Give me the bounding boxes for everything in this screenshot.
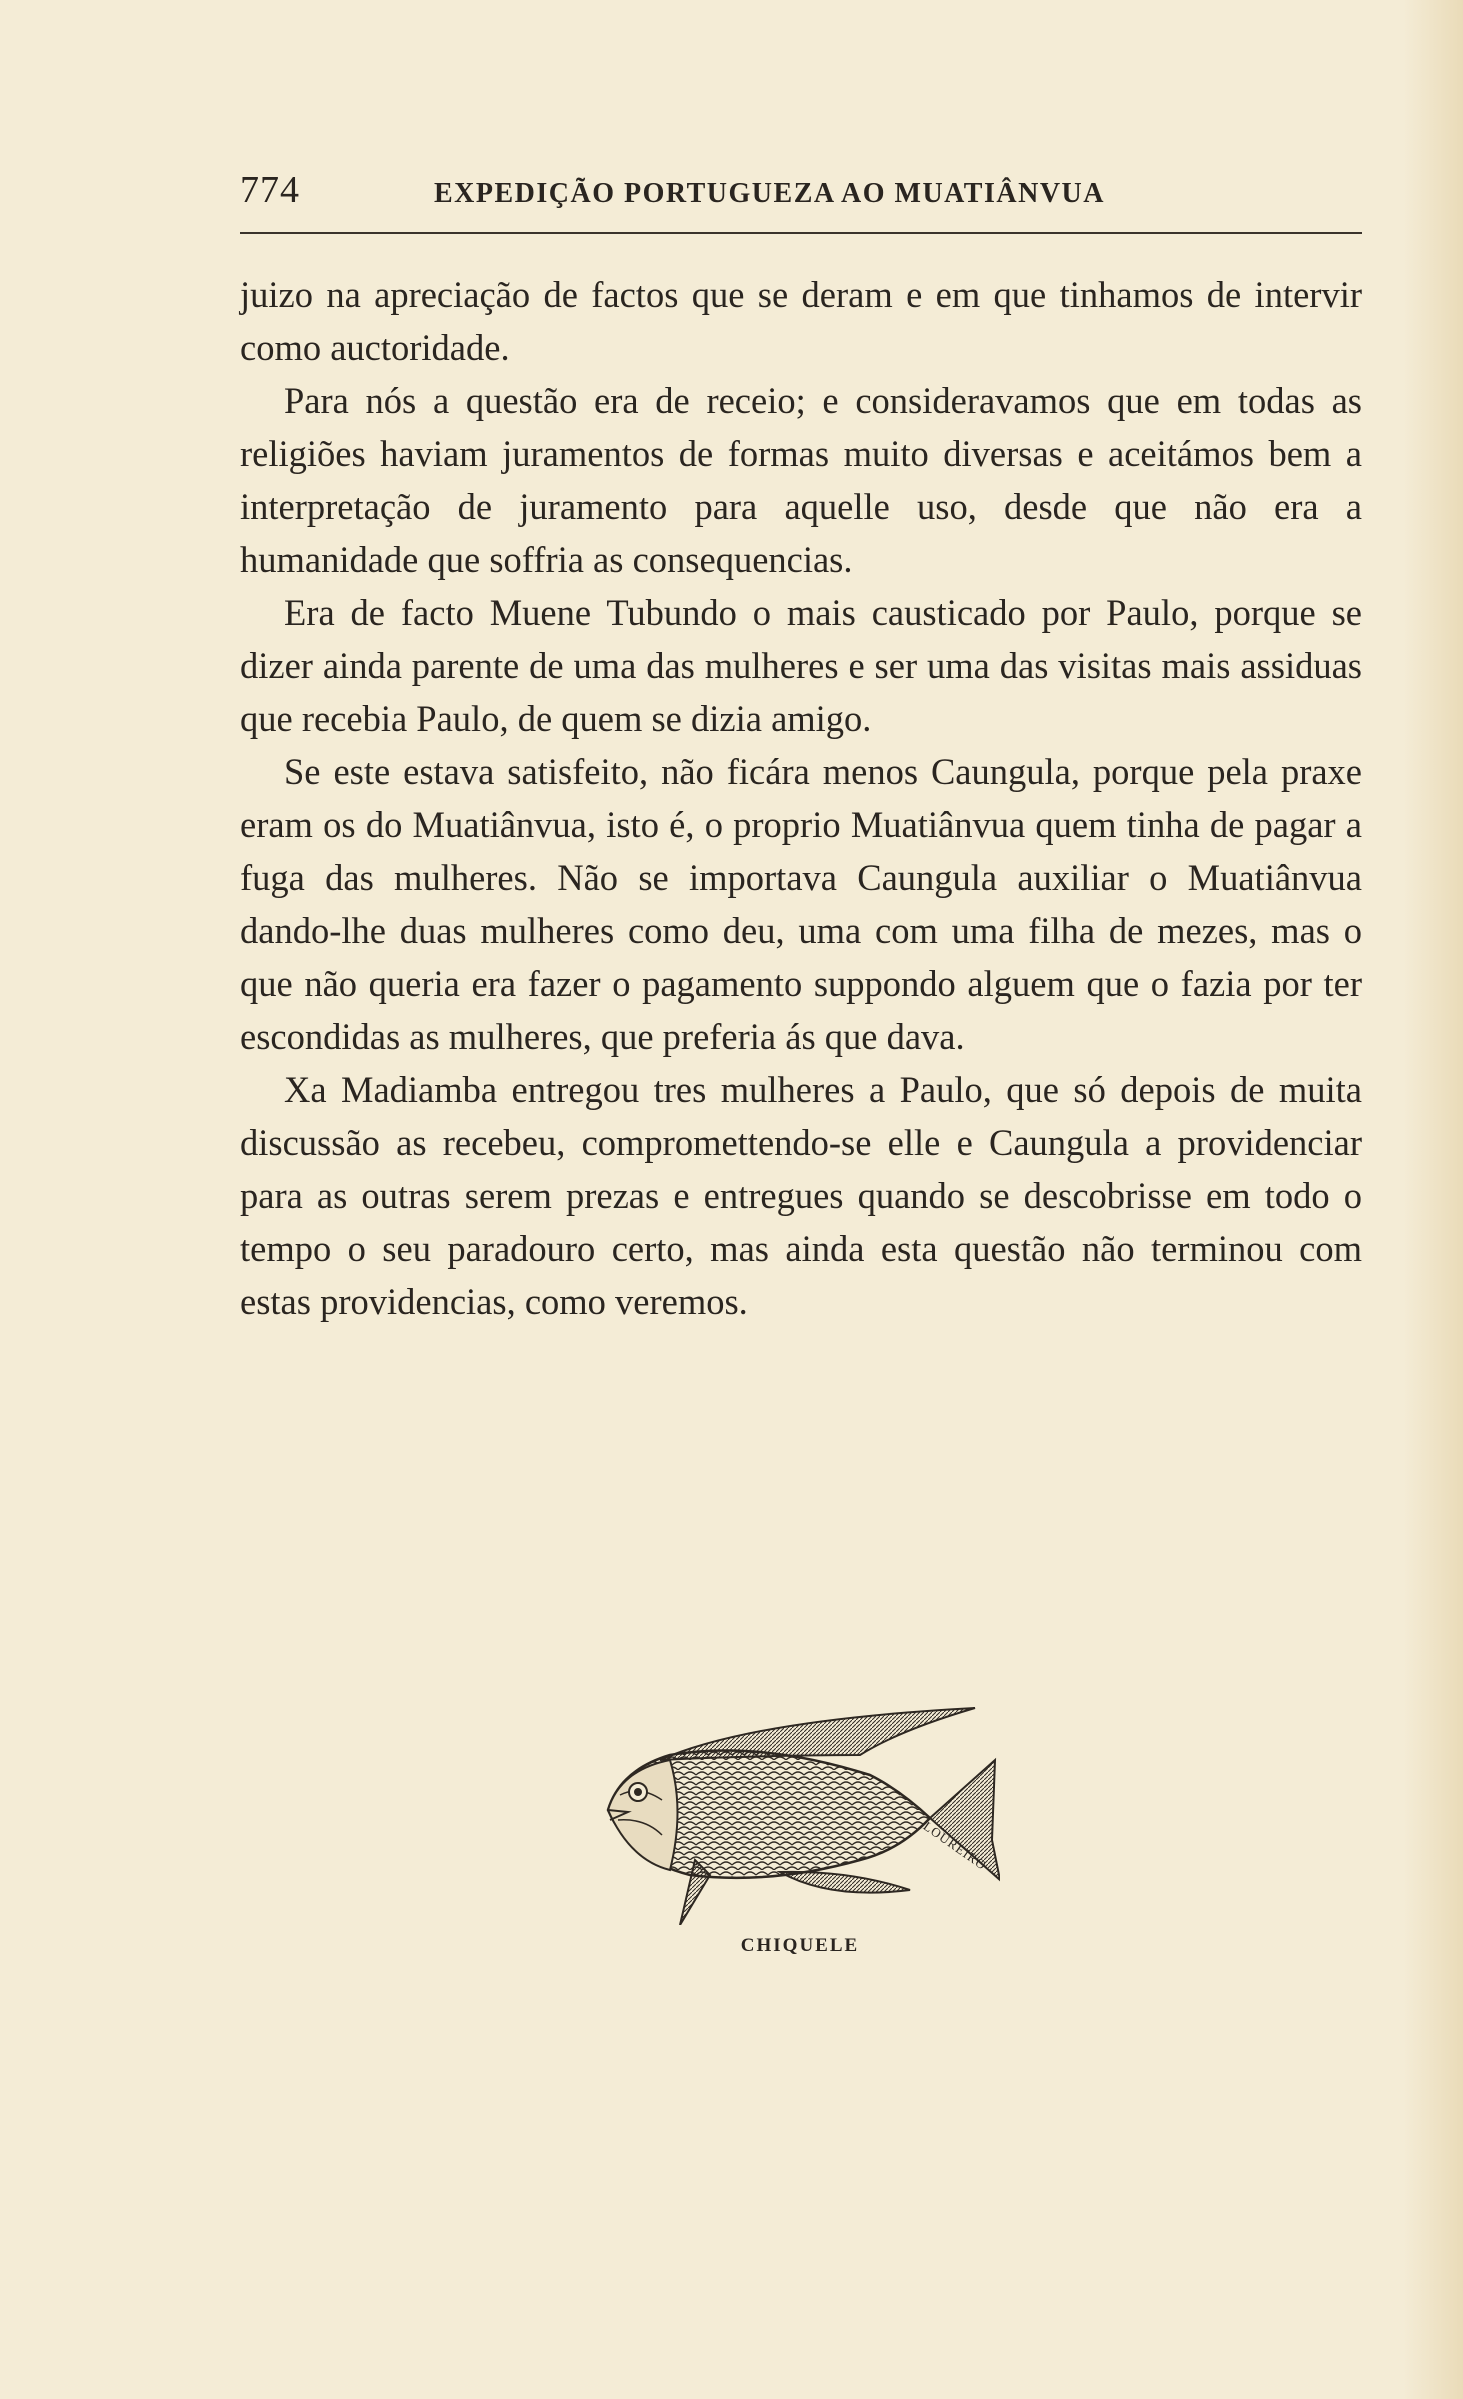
paragraph: juizo na apreciação de factos que se deram e em que tinhamos de intervir como auctoridade. [240,274,1362,368]
paragraph: Se este estava satisfeito, não ficára menos Caungula, porque pela praxe eram os do Muatiânvua, isto é, o proprio Muatiânvua quem tinha de pagar a fuga das mulheres. Não se importava Caungula auxiliar o Muatiânvua dando-lhe duas mulheres como deu, uma com uma filha de mezes, mas o que não queria era fazer o pagamento suppondo alguem que o fazia por ter escondidas as mulheres, que preferia ás que dava. [240,751,1362,1057]
body-text [240,268,1362,1328]
figure-caption: CHIQUELE [740,1935,860,1956]
page-header [240,168,1362,218]
fish-engraving-icon [600,1700,1000,1925]
page-number: 774 [240,169,300,211]
fish-illustration [600,1700,1000,1925]
header-rule [240,232,1362,234]
running-title: EXPEDIÇÃO PORTUGUEZA AO MUATIÂNVUA [434,178,1105,209]
paragraph: Para nós a questão era de receio; e consideravamos que em todas as religiões haviam juramentos de formas muito diversas e aceitámos bem a interpretação de juramento para aquelle uso, desde que não era a humanidade que soffria as consequencias. [240,380,1362,580]
engraver-signature: LOUREIRO [920,1818,990,1873]
page-edge-shadow [1403,0,1463,2399]
paragraph: Xa Madiamba entregou tres mulheres a Paulo, que só depois de muita discussão as recebeu, compromettendo-se elle e Caungula a providenciar para as outras serem prezas e entregues quando se descobrisse em todo o tempo o seu paradouro certo, mas ainda esta questão não terminou com estas providencias, como veremos. [240,1069,1362,1322]
paragraph: Era de facto Muene Tubundo o mais causticado por Paulo, porque se dizer ainda parente de uma das mulheres e ser uma das visitas mais assiduas que recebia Paulo, de quem se dizia amigo. [240,592,1362,739]
